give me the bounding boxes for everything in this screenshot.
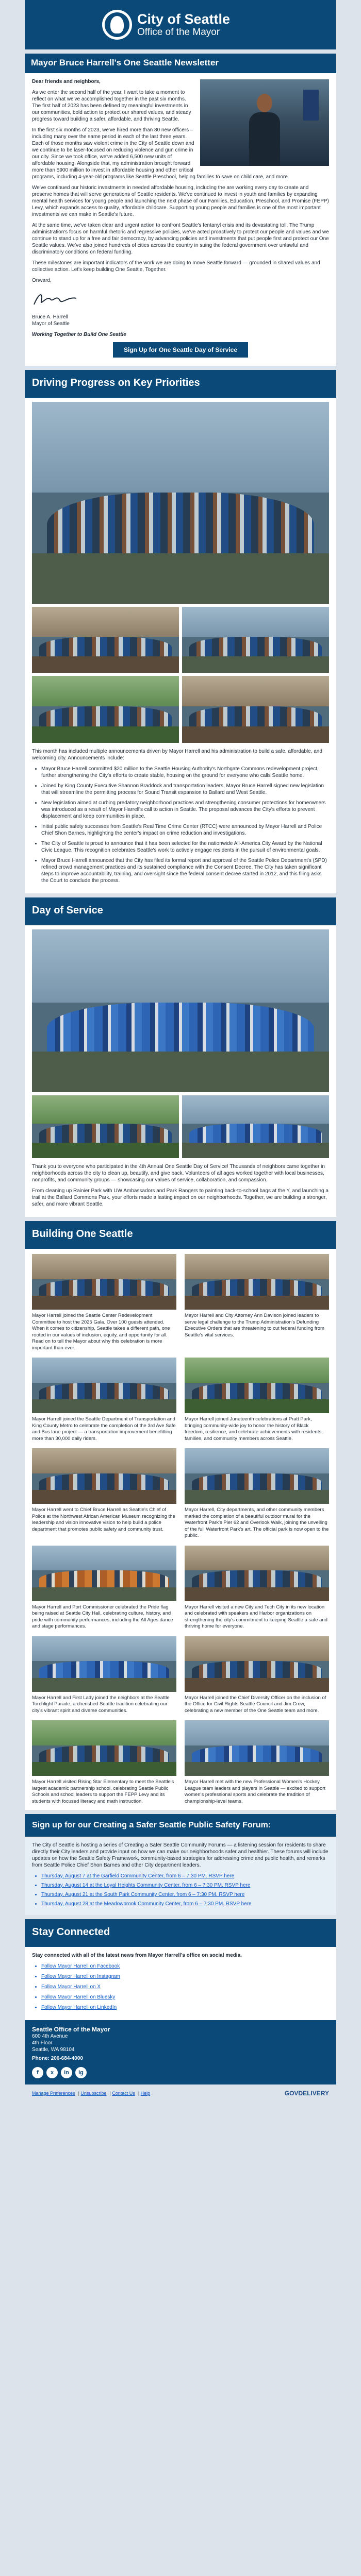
story-grid [25, 1249, 336, 1810]
closing: Onward, [32, 278, 52, 283]
story-text: Mayor Harrell went to Chief Bruce Harrell as Seattle's Chief of Police at the Northwest African American Museum recognizing the leadership and vision innovative vision to help build a police department that promotes public safety and community trust. [32, 1507, 175, 1532]
stay-connected-section [25, 1947, 336, 2020]
building-heading: Building One Seattle [25, 1221, 336, 1249]
forum-lead: The City of Seattle is hosting a series of Creating a Safer Seattle Community Forums — a listening session for residents to share directly their City leaders and provide input on how we can make our neighborhoods safer and healthier. These forums will include updates on how the Seattle Safety Framework, community-based strategies for addressing crime and public health, and remarks from Seattle Police Chief Shon Barnes and other City department leaders. [32, 1842, 329, 1868]
footer-address-1: 600 4th Avenue [32, 2033, 68, 2039]
service-p1: Thank you to everyone who participated in the 4th Annual One Seattle Day of Service! Thousands of neighbors came together in neighborhoods across the city to clean up, beautify, and give back. Volunteers of all ages worked together with local businesses, nonprofits, and community groups — showcasing our values of service, collaboration, and compassion. [32, 1164, 325, 1183]
story-card [185, 1546, 329, 1630]
forum-signup-heading: Sign up for our Creating a Safer Seattle Public Safety Forum: [25, 1814, 336, 1837]
service-photo-right [182, 1095, 329, 1158]
forum-rsvp-link[interactable]: • Thursday, August 28 at the Meadowbrook Community Center, from 6 – 7:30 PM. RSVP here [41, 1901, 329, 1907]
header-city: City of Seattle [137, 11, 231, 27]
intro-letter [25, 73, 336, 366]
priorities-lead: This month has included multiple announcements driven by Mayor Harrell and his administration to build a safe, affordable, and welcoming city. Announcements include: [32, 749, 322, 761]
motto: Working Together to Build One Seattle [32, 332, 126, 337]
story-text: Mayor Harrell and Port Commissioner celebrated the Pride flag being raised at Seattle City Hall, celebrating culture, history, and pride with community performances, including the All Ages dance and stage performances. [32, 1604, 173, 1629]
newsletter [25, 0, 336, 2084]
day-of-service-heading: Day of Service [25, 897, 336, 925]
footer-address-3: Seattle, WA 98104 [32, 2047, 75, 2053]
linkedin-link[interactable]: • Follow Mayor Harrell on LinkedIn [41, 2004, 329, 2011]
list-item: • Initial public safety successes from Seattle's Real Time Crime Center (RTCC) were announced by Mayor Harrell and Police Chief Shon Barnes, highlighting the center's impact on crime reduction and investigations. [41, 823, 329, 837]
story-card [185, 1720, 329, 1805]
help-link[interactable]: Help [140, 2091, 151, 2096]
story-card [32, 1636, 176, 1715]
contact-us-link[interactable]: Contact Us [112, 2091, 135, 2096]
priorities-photo-main [32, 402, 329, 604]
list-item: • Joined by King County Executive Shannon Braddock and transportation leaders, Mayor Bruce Harrell signed new legislation that will streamline the permitting process for Sound Transit expansion to Ballard and West Seattle. [41, 783, 329, 796]
service-p2: From cleaning up Rainier Park with UW Ambassadors and Park Rangers to painting back-to-school bags at the Y, and launching a trail at the Ballard Commons Park, your efforts made a lasting impact on our neighborhoods. Together, we are building a stronger, safer, and more vibrant Seattle. [32, 1188, 329, 1207]
story-text: Mayor Harrell, City departments, and other community members marked the completion of a beautiful outdoor mural for the Waterfront Park's Pier 62 and Overlook Walk, joining the unveiling of the full Waterfront Park's art. The official park is now open to the public. [185, 1507, 329, 1538]
newsletter-title: Mayor Bruce Harrell's One Seattle Newsletter [25, 54, 336, 73]
signature-icon [32, 290, 78, 309]
manage-preferences-link[interactable]: Manage Preferences [32, 2091, 75, 2096]
list-item: • Mayor Bruce Harrell announced that the City has filed its formal report and approval of the Seattle Police Department's (SPD) refined crowd management practices and its sustained compliance with the Consent Decree. The City has taken significant steps to improve accountability, training, and oversight since the federal consent decree started in 2012, and this filing asks the Court to conclude the process. [41, 857, 329, 884]
intro-p2: In the first six months of 2023, we've hired more than 80 new officers – including many over the same period in each of the last three years. Each of those months saw violent crime in the City of Seattle down and we continue to be laser-focused on reducing violence and gun crime in our city. Since we took office, we've added 6,500 new units of affordable housing. Alongside that, my administration brought forward more than $900 million to invest in affordable housing and other critical programs, including 4-year-old programs like Seattle Preschool, helping families to save on child care, and more. [32, 127, 289, 180]
story-card [185, 1358, 329, 1442]
story-card [32, 1254, 176, 1351]
intro-p4: At the same time, we've taken clear and urgent action to confront Seattle's fentanyl crisis and its devastating toll. The Trump administration's focus on harmful rhetoric and regressive policies, we've acted proactively to protect our people and values and we continue to stand up for a free and fair democracy, by advancing policies and investments that put people first and protect our One Seattle values. We've also joined hundreds of cities across the country in suing the federal government over unlawful and discriminatory conditions on federal funding. [32, 223, 329, 255]
day-of-service-signup-button[interactable]: Sign Up for One Seattle Day of Service [113, 342, 248, 358]
header-office: Office of the Mayor [137, 27, 220, 38]
footer-office-name: Seattle Office of the Mayor [32, 2026, 110, 2033]
footer-social [32, 2067, 329, 2078]
bluesky-link[interactable]: • Follow Mayor Harrell on Bluesky [41, 1994, 329, 2001]
unsubscribe-link[interactable]: Unsubscribe [80, 2091, 107, 2096]
story-card [32, 1448, 176, 1539]
story-text: Mayor Harrell joined the Seattle Department of Transportation and King County Metro to celebrate the completion of the 3rd Ave Safe and Bus lane project — a transportation improvement benefitting more than 30,000 daily riders. [32, 1416, 176, 1442]
facebook-link[interactable]: • Follow Mayor Harrell on Facebook [41, 1963, 329, 1970]
priorities-photo-right [182, 607, 329, 673]
priorities-photo-bottom-right [182, 676, 329, 743]
story-text: Mayor Harrell and City Attorney Ann Davison joined leaders to serve legal challenge to the Trump Administration's Defunding Executive Orders that are threatening to cut federal funding from Seattle's vital services. [185, 1313, 324, 1338]
story-text: Mayor Harrell joined the Seattle Center Redevelopment Committee to host the 2025 Gala. Over 100 guests attended. When it comes to citizenship, Seattle takes a different path, one rooted in our values of inclusion, equity, and opportunity for all. Read on to tell the Mayor about why this celebration is more important than ever. [32, 1313, 170, 1351]
list-item: • The City of Seattle is proud to announce that it has been selected for the nationwide All-America City Award by the National Civic League. This recognition celebrates Seattle's work to actively engage residents in the pursuit of environmental goals. [41, 840, 329, 854]
story-text: Mayor Harrell joined the Chief Diversity Officer on the inclusion of the Office for Civil Rights Seattle Council and Jim Crow, celebrating a new member of the One Seattle team and more. [185, 1694, 326, 1714]
footer-phone: Phone: 206-684-4000 [32, 2056, 83, 2061]
forum-signup-section [25, 1837, 336, 1915]
story-text: Mayor Harrell met with the new Professional Women's Hockey League team leaders and players in Seattle — excited to support women's professional sports and celebrate the tradition of championship-level teams. [185, 1779, 326, 1804]
footer-address-2: 4th Floor [32, 2040, 53, 2046]
instagram-link[interactable]: • Follow Mayor Harrell on Instagram [41, 1973, 329, 1980]
intro-p5: These milestones are important indicators of the work we are doing to move Seattle forward — grounded in shared values and collective action. Let's keep building One Seattle, Together. [32, 260, 320, 273]
forum-list [32, 1873, 329, 1907]
story-card [185, 1254, 329, 1351]
list-item: • Mayor Bruce Harrell committed $20 million to the Seattle Housing Authority's Northgate Commons redevelopment project, further strengthening the City's efforts to create stable, housing on the ground for everyone who calls Seattle home. [41, 766, 329, 779]
stay-connected-heading: Stay Connected [25, 1919, 336, 1947]
social-links [32, 1963, 329, 2011]
story-text: Mayor Harrell visited Rising Star Elementary to meet the Seattle's largest academic partnership school, celebrating Seattle Public Schools and school leaders to support the FEPP Levy and its students with focused literacy and math instruction. [32, 1779, 174, 1804]
mayor-name: Bruce A. Harrell [32, 314, 69, 320]
priorities-photo-bottom-left [32, 676, 179, 743]
priorities-section [25, 398, 336, 893]
priorities-list [32, 766, 329, 884]
story-text: Mayor Harrell joined Juneteenth celebrations at Pratt Park, bringing community-wide joy to honor the history of Black freedom, resilience, and celebrate achievements with residents, families, and community members across Seattle. [185, 1416, 323, 1442]
story-card [32, 1546, 176, 1630]
forum-rsvp-link[interactable]: • Thursday, August 7 at the Garfield Community Center, from 6 – 7:30 PM. RSVP here [41, 1873, 329, 1879]
footer [25, 2020, 336, 2084]
city-seal-icon [102, 10, 132, 40]
story-text: Mayor Harrell visited a new City and Tech City in its new location and celebrated with speakers and Harbor organizations on strengthening the city's commitment to keeping Seattle a safe and thriving home for everyone. [185, 1604, 327, 1629]
greeting: Dear friends and neighbors, [32, 79, 101, 84]
forum-rsvp-link[interactable]: • Thursday, August 14 at the Loyal Heights Community Center, from 6 – 7:30 PM. RSVP here [41, 1882, 329, 1889]
stay-lead: Stay connected with all of the latest news from Mayor Harrell's office on social media. [32, 1953, 242, 1958]
x-icon[interactable]: x [46, 2067, 58, 2078]
priorities-photo-left [32, 607, 179, 673]
story-card [185, 1636, 329, 1715]
story-card [32, 1358, 176, 1442]
priorities-heading: Driving Progress on Key Priorities [25, 370, 336, 398]
linkedin-icon[interactable]: in [61, 2067, 72, 2078]
govdelivery-logo: GOVDELIVERY [284, 2090, 329, 2097]
story-text: Mayor Harrell and First Lady joined the neighbors at the Seattle Torchlight Parade, a cherished Seattle tradition celebrating our city's vibrant spirit and diverse communities. [32, 1694, 170, 1714]
story-card [185, 1448, 329, 1539]
service-photo-left [32, 1095, 179, 1158]
header [25, 0, 336, 49]
facebook-icon[interactable]: f [32, 2067, 43, 2078]
x-link[interactable]: • Follow Mayor Harrell on X [41, 1984, 329, 1990]
story-card [32, 1720, 176, 1805]
intro-p1: As we enter the second half of the year, I want to take a moment to reflect on what we've accomplished together in the past six months. The first half of 2023 has been defined by meaningful investments in our communities, bold action to protect our shared values, and steady progress toward building a safer, affordable, and thriving Seattle. [32, 90, 191, 122]
intro-p3: We've continued our historic investments in needed affordable housing, including the are working every day to create and preserve homes that will serve generations of Seattle residents. We've continued to invest in youth and families by expanding mental health services for young people and launching the next phase of our Families, Education, Preschool, and Promise (FEPP) Levy, which expands access to quality, affordable childcare. Supporting young people and families is one of the most important investments we can make in Seattle's future. [32, 185, 329, 217]
service-photo-main [32, 929, 329, 1092]
mayor-role: Mayor of Seattle [32, 321, 70, 327]
mayor-photo [200, 79, 329, 166]
subfooter: Manage Preferences | Unsubscribe | Contact Us | Help GOVDELIVERY [32, 2090, 329, 2097]
instagram-icon[interactable]: ig [75, 2067, 87, 2078]
day-of-service-section [25, 925, 336, 1217]
list-item: • New legislation aimed at curbing predatory neighborhood practices and strengthening consumer protections for homeowners was introduced as a result of Mayor Harrell's call to action in Seattle. The proposal advances the City's efforts to prevent displacement and keep communities in place. [41, 800, 329, 820]
forum-rsvp-link[interactable]: • Thursday, August 21 at the South Park Community Center, from 6 – 7:30 PM. RSVP here [41, 1891, 329, 1898]
